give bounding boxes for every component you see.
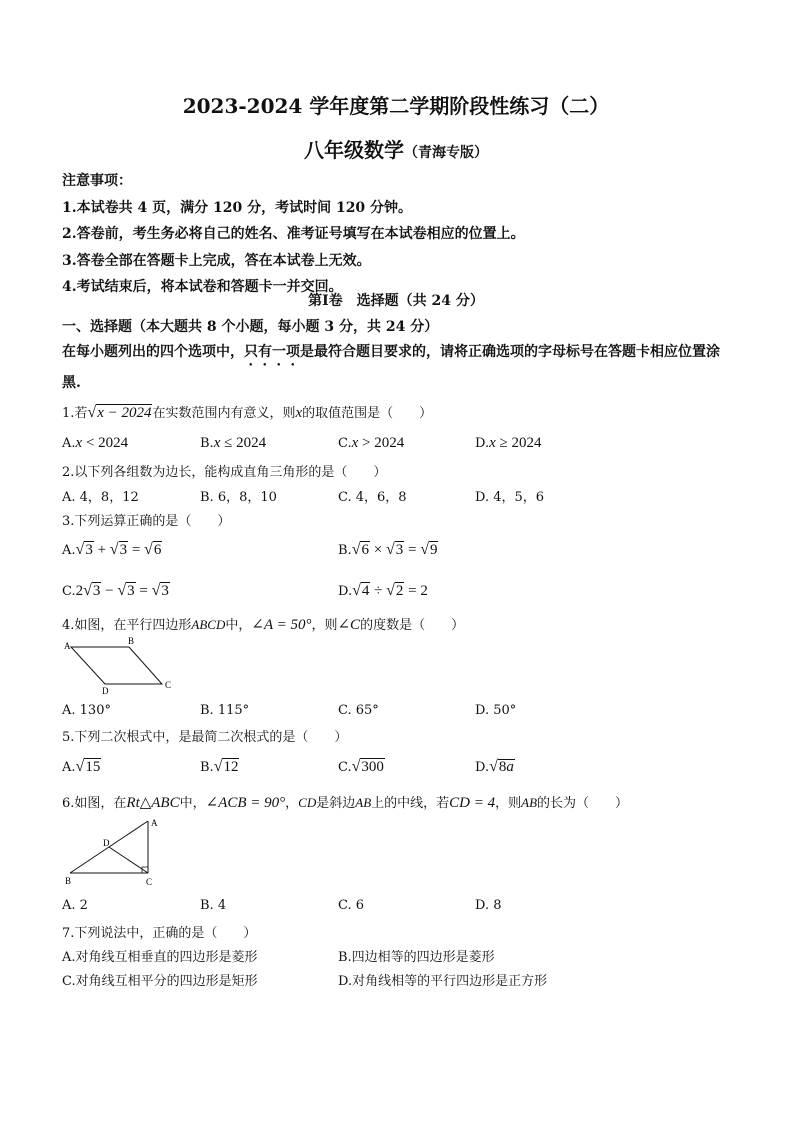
vertex-label-d: D [102, 686, 109, 696]
q5-option-a: A.√15 [62, 758, 101, 775]
question-4-stem: 4.如图，在平行四边形ABCD中，∠A = 50°，则∠C的度数是（ ） [62, 617, 465, 633]
q3-option-d: D.√4 ÷ √2 = 2 [338, 582, 428, 599]
vertex-label-b: B [65, 876, 72, 886]
q5-option-d: D.√8a [475, 758, 514, 775]
q2-option-d: D. 4，5，6 [475, 490, 545, 505]
vertex-label-c: C [165, 680, 172, 690]
q2-option-b: B. 6，8，10 [200, 490, 277, 505]
q6-option-d: D. 8 [475, 898, 502, 913]
q1-post: 在实数范围内有意义，则 [152, 406, 296, 421]
notes-block [62, 168, 525, 301]
q6-option-c: C. 6 [338, 898, 365, 913]
q5-option-b: B.√12 [200, 758, 239, 775]
notes-heading: 注意事项： [62, 173, 132, 189]
q3-option-a: A.√3 + √3 = √6 [62, 541, 162, 558]
note-item: 1.本试卷共 4 页，满分 120 分，考试时间 120 分钟。 [62, 199, 413, 216]
q2-option-a: A. 4，8，12 [62, 490, 139, 505]
edition-label: （青海专版） [404, 145, 488, 161]
note-item: 4.考试结束后，将本试卷和答题卡一并交回。 [62, 279, 343, 295]
q1-option-b: B.x ≤ 2024 [200, 435, 267, 451]
q4-option-b: B. 115° [200, 703, 250, 718]
question-7-stem: 7.下列说法中，正确的是（ ） [62, 926, 257, 941]
right-triangle-figure [62, 815, 172, 890]
part-title: 第Ⅰ卷 选择题（共 24 分） [308, 293, 484, 309]
q7-option-d: D.对角线相等的平行四边形是正方形 [338, 974, 548, 989]
q4-option-c: C. 65° [338, 703, 379, 718]
subject-name: 八年级数学 [304, 138, 404, 162]
instr-text: 是最符合题目要求的，请将正确选项的字母标号在答题卡相应位置涂黑. [62, 344, 720, 391]
q4-option-a: A. 130° [62, 703, 111, 718]
vertex-label-b: B [128, 636, 135, 646]
q6-option-b: B. 4 [200, 898, 227, 913]
question-2-stem: 2.以下列各组数为边长，能构成直角三角形的是（ ） [62, 465, 387, 480]
q4-option-d: D. 50° [475, 703, 517, 718]
q7-option-b: B.四边相等的四边形是菱形 [338, 950, 495, 965]
instr-emphasis: 只有一项 [244, 344, 300, 360]
q1-post2: 的取值范围是（ ） [302, 406, 433, 421]
section-instructions [62, 338, 732, 398]
q7-option-c: C.对角线互相平分的四边形是矩形 [62, 974, 258, 989]
question-6-stem: 6.如图，在Rt△ABC中，∠ACB = 90°，CD是斜边AB上的中线，若CD = 4，则AB的长为（ ） [62, 795, 629, 811]
vertex-label-a: A [64, 641, 71, 651]
parallelogram-figure [62, 636, 182, 696]
q1-option-c: C.x > 2024 [338, 435, 405, 451]
q1-option-a: A.x < 2024 [62, 435, 129, 451]
question-5-stem: 5.下列二次根式中，是最简二次根式的是（ ） [62, 730, 348, 745]
q3-option-c: C.2√3 − √3 = √3 [62, 582, 169, 599]
q2-option-c: C. 4，6，8 [338, 490, 407, 505]
radicand: x − 2024 [97, 405, 152, 421]
q1-var: x [295, 405, 303, 421]
q5-option-c: C.√300 [338, 758, 384, 775]
question-1-stem [62, 402, 432, 422]
q6-option-a: A. 2 [62, 898, 88, 913]
exam-subject [0, 134, 792, 163]
q1-option-d: D.x ≥ 2024 [475, 435, 542, 451]
vertex-label-d: D [103, 838, 110, 848]
q3-option-b: B.√6 × √3 = √9 [338, 541, 438, 558]
parallelogram-shape [71, 647, 162, 684]
note-item: 2.答卷前，考生务必将自己的姓名、准考证号填写在本试卷相应的位置上。 [62, 226, 525, 242]
q1-pre: 1.若 [62, 406, 88, 421]
vertex-label-a: A [151, 818, 158, 828]
section-heading: 一、选择题（本大题共 8 个小题，每小题 3 分，共 24 分） [62, 319, 439, 335]
vertex-label-c: C [146, 877, 153, 887]
sqrt-expression: √x − 2024 [87, 404, 152, 421]
question-3-stem: 3.下列运算正确的是（ ） [62, 514, 231, 529]
exam-title: 2023-2024 学年度第二学期阶段性练习（二） [182, 94, 610, 118]
instr-text: 在每小题列出的四个选项中， [62, 344, 244, 360]
note-item: 3.答卷全部在答题卡上完成，答在本试卷上无效。 [62, 252, 371, 269]
q7-option-a: A.对角线互相垂直的四边形是菱形 [62, 950, 258, 965]
